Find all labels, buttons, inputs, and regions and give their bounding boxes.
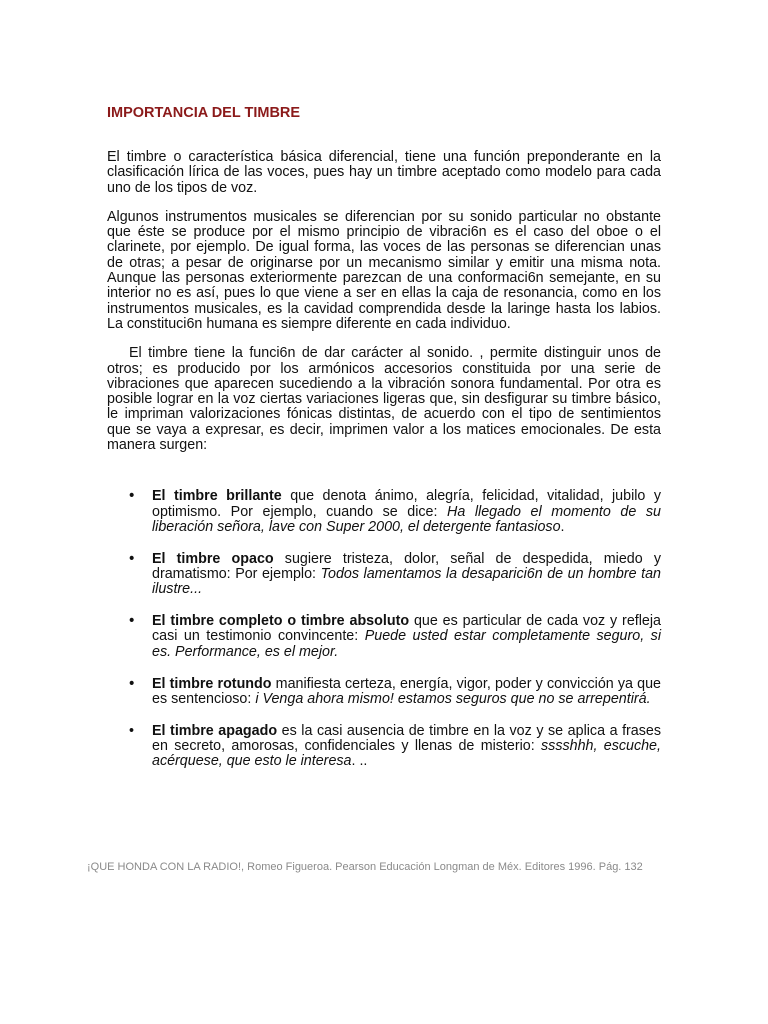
example-opaco: Todos lamentamos la desaparici6n de un hombre tan ilustre... — [152, 566, 662, 598]
paragraph-instruments: Algunos instrumentos musicales se diferencian por su sonido particular no obstante que éste se produce por el mismo principio de vibraci6n es el caso del oboe o el clarinete, por ejemplo. De igual forma, las voces de las personas se diferencian unas de otras; a pesar de originarse por un mecanismo similar y emitir una misma nota. Aunque las personas exteriormente parezcan de una conformaci6n semejante, en su interior no es así, pues lo que viene a ser en ellas la caja de resonancia, como en los instrumentos musicales, es la cavidad comprendida desde la laringe hasta los labios. La constituci6n humana es siempre diferente en cada individuo. — [107, 208, 661, 332]
bullet-icon: • — [129, 675, 135, 692]
tail-brillante: . — [560, 518, 565, 535]
document-page — [107, 104, 661, 786]
list-item-brillante — [107, 489, 661, 535]
example-rotundo: i Venga ahora mismo! estamos seguros que no se arrepentirá. — [255, 690, 651, 707]
bullet-icon: • — [129, 613, 135, 630]
term-apagado: El timbre apagado — [152, 722, 278, 739]
timbre-types-list — [107, 489, 661, 769]
source-citation: ¡QUE HONDA CON LA RADIO!, Romeo Figueroa. Pearson Educación Longman de Méx. Editores 1996. Pág. 132 — [87, 861, 643, 873]
description-brillante: que denota ánimo, alegría, felicidad, vitalidad, jubilo y optimismo. Por ejemplo, cuando se dice: — [152, 488, 661, 520]
list-item-rotundo — [107, 677, 661, 708]
term-rotundo: El timbre rotundo — [152, 675, 272, 692]
document-title: IMPORTANCIA DEL TIMBRE — [107, 105, 301, 121]
bullet-icon: • — [129, 722, 135, 739]
paragraph-intro: El timbre o característica básica diferencial, tiene una función preponderante en la clasificación lírica de las voces, pues hay un timbre aceptado como modelo para cada uno de los tipos de voz. — [107, 149, 661, 196]
example-completo: Puede usted estar completamente seguro, si es. Performance, es el mejor. — [152, 628, 662, 660]
term-completo: El timbre completo o timbre absoluto — [152, 613, 410, 630]
paragraph-function: El timbre tiene la funci6n de dar carácter al sonido. , permite distinguir unos de otros; es producido por los armónicos accesorios constituida por una serie de vibraciones que aparecen sucediendo a la vibración sonora fundamental. Por otra es posible lograr en la voz ciertas variaciones ligeras que, sin desfigurar su timbre básico, le impriman valorizaciones fónicas distintas, de acuerdo con el tipo de sentimientos que se vaya a expresar, es decir, imprimen valor a los matices emocionales. De esta manera surgen: — [107, 345, 661, 454]
description-rotundo: manifiesta certeza, energía, vigor, poder y convicción ya que es sentencioso: — [152, 675, 661, 707]
description-opaco: sugiere tristeza, dolor, señal de despedida, miedo y dramatismo: Por ejemplo: — [152, 550, 661, 583]
bullet-icon: • — [129, 550, 135, 567]
tail-apagado: . .. — [351, 753, 368, 770]
list-item-apagado — [107, 724, 661, 770]
description-completo: que es particular de cada voz y refleja casi un testimonio convincente: — [152, 613, 661, 645]
term-brillante: El timbre brillante — [152, 488, 282, 505]
description-apagado: es la casi ausencia de timbre en la voz y se aplica a frases en secreto, amorosas, confidenciales y llenas de misterio: — [152, 722, 661, 754]
example-brillante: Ha llegado el momento de su liberación señora, lave con Super 2000, el detergente fantasioso — [152, 503, 661, 535]
list-item-completo — [107, 614, 661, 660]
list-item-opaco — [107, 552, 661, 598]
term-opaco: El timbre opaco — [152, 550, 274, 567]
bullet-icon: • — [129, 488, 135, 505]
example-apagado: sssshhh, escuche, acérquese, que esto le interesa — [152, 737, 661, 770]
